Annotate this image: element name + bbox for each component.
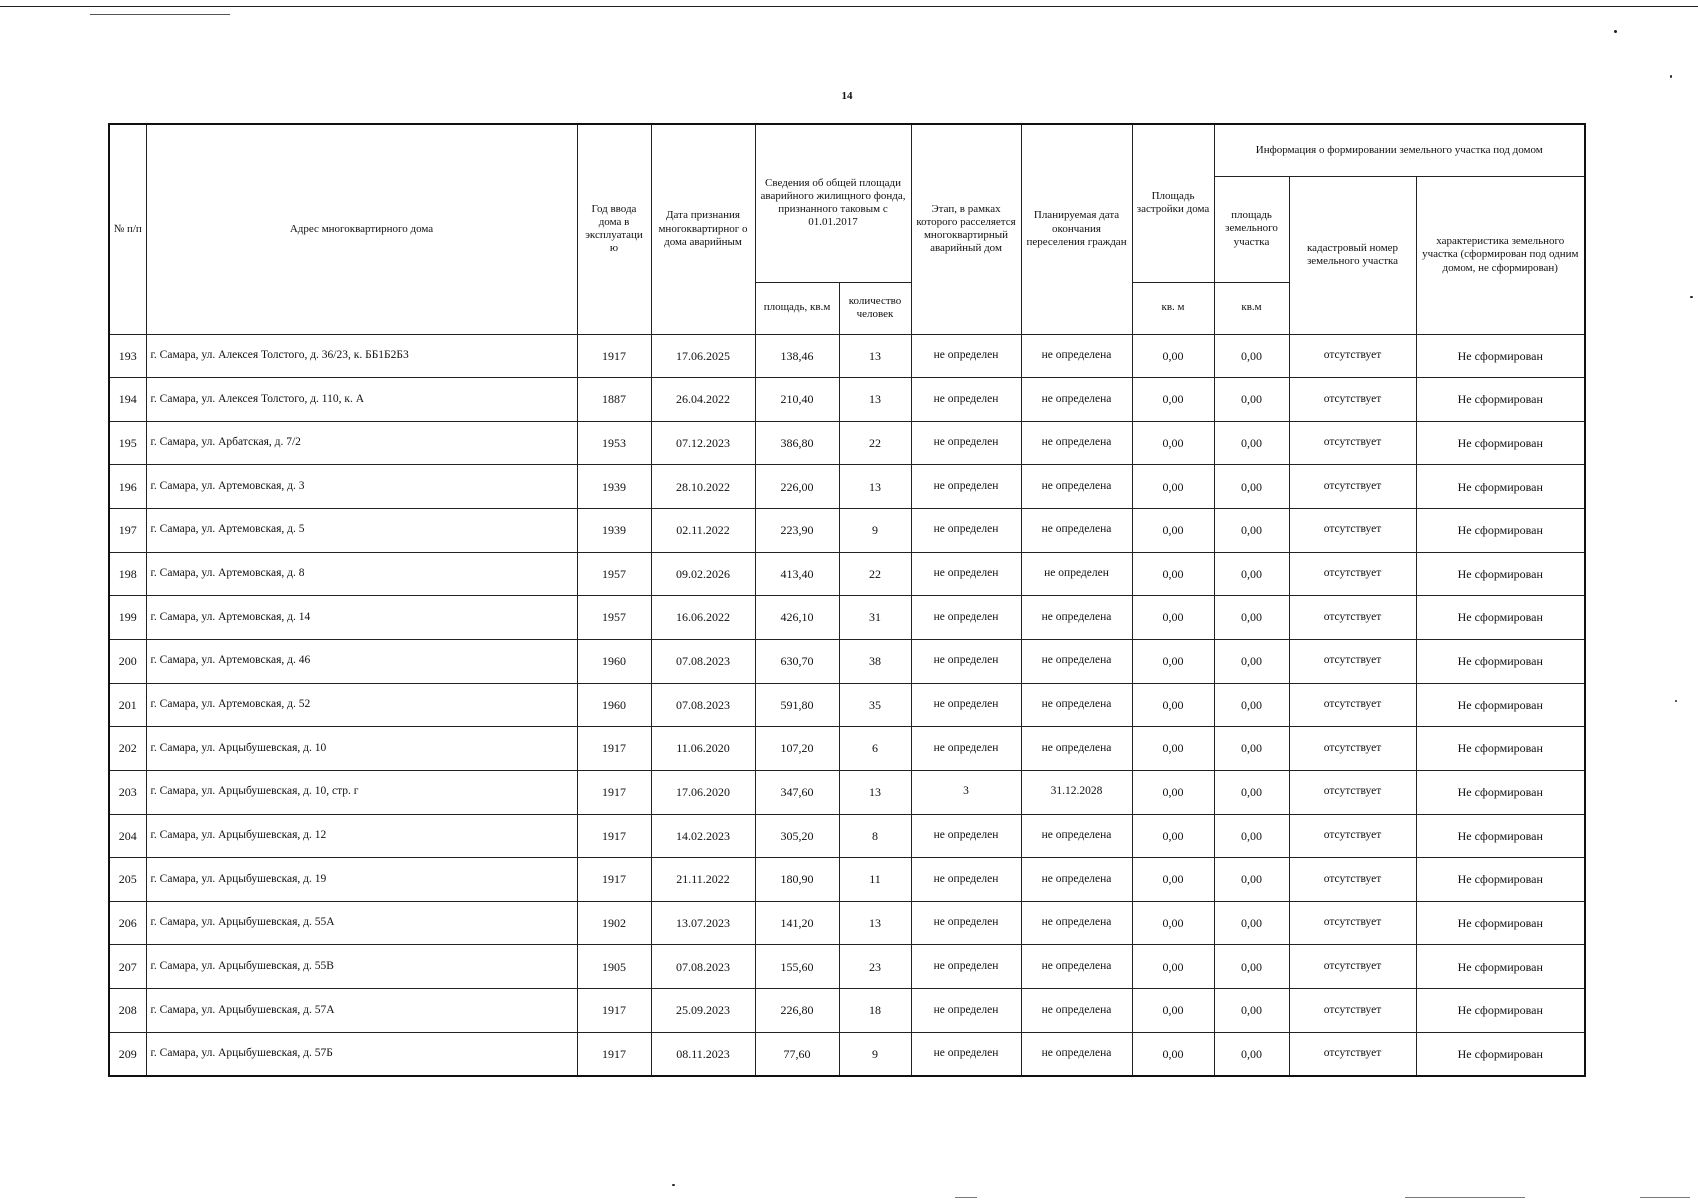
header-year: Год ввода дома в эксплуатаци ю [577, 124, 651, 334]
row-land-status: Не сформирован [1416, 727, 1585, 771]
scan-mark [955, 1197, 977, 1198]
header-stage: Этап, в рамках которого расселяется многоквартирный аварийный дом [911, 124, 1021, 334]
row-planned-date: не определена [1021, 901, 1132, 945]
scan-mark [1640, 1197, 1690, 1198]
table-row [109, 509, 1585, 553]
table-row [109, 552, 1585, 596]
row-number: 208 [109, 989, 146, 1033]
row-area: 347,60 [755, 770, 839, 814]
row-land-status: Не сформирован [1416, 421, 1585, 465]
row-built-area: 0,00 [1132, 465, 1214, 509]
row-number: 206 [109, 901, 146, 945]
table-row [109, 945, 1585, 989]
row-land-status: Не сформирован [1416, 378, 1585, 422]
row-address: г. Самара, ул. Артемовская, д. 3 [146, 465, 577, 509]
row-people: 35 [839, 683, 911, 727]
row-people: 13 [839, 334, 911, 378]
row-recognized-date: 07.08.2023 [651, 683, 755, 727]
row-recognized-date: 07.12.2023 [651, 421, 755, 465]
scan-speck [1675, 700, 1677, 702]
row-year: 1917 [577, 1032, 651, 1076]
row-land-status: Не сформирован [1416, 465, 1585, 509]
row-recognized-date: 21.11.2022 [651, 858, 755, 902]
row-stage: не определен [911, 421, 1021, 465]
row-people: 13 [839, 465, 911, 509]
header-land-area-unit: кв.м [1214, 282, 1289, 334]
row-area: 107,20 [755, 727, 839, 771]
page-number: 14 [841, 90, 853, 102]
row-people: 6 [839, 727, 911, 771]
row-address: г. Самара, ул. Арбатская, д. 7/2 [146, 421, 577, 465]
row-year: 1887 [577, 378, 651, 422]
row-number: 209 [109, 1032, 146, 1076]
header-land-area: площадь земельного участка [1214, 176, 1289, 282]
row-cadastral: отсутствует [1289, 552, 1416, 596]
row-year: 1905 [577, 945, 651, 989]
row-area: 591,80 [755, 683, 839, 727]
row-recognized-date: 25.09.2023 [651, 989, 755, 1033]
table-row [109, 334, 1585, 378]
header-address: Адрес многоквартирного дома [146, 124, 577, 334]
header-people-sub: количество человек [839, 282, 911, 334]
row-planned-date: не определена [1021, 465, 1132, 509]
row-address: г. Самара, ул. Арцыбушевская, д. 55В [146, 945, 577, 989]
scan-speck [1690, 296, 1693, 298]
row-address: г. Самара, ул. Арцыбушевская, д. 10 [146, 727, 577, 771]
row-built-area: 0,00 [1132, 858, 1214, 902]
row-area: 413,40 [755, 552, 839, 596]
top-scan-line-secondary [90, 14, 230, 15]
row-land-status: Не сформирован [1416, 1032, 1585, 1076]
row-year: 1917 [577, 858, 651, 902]
row-stage: не определен [911, 1032, 1021, 1076]
row-number: 200 [109, 639, 146, 683]
row-year: 1957 [577, 552, 651, 596]
header-area-info: Сведения об общей площади аварийного жилищного фонда, признанного таковым с 01.01.2017 [755, 124, 911, 282]
row-stage: не определен [911, 901, 1021, 945]
row-land-area: 0,00 [1214, 989, 1289, 1033]
row-planned-date: не определен [1021, 552, 1132, 596]
row-address: г. Самара, ул. Артемовская, д. 8 [146, 552, 577, 596]
row-built-area: 0,00 [1132, 378, 1214, 422]
row-people: 18 [839, 989, 911, 1033]
row-planned-date: не определена [1021, 858, 1132, 902]
scan-mark [1405, 1197, 1525, 1198]
row-year: 1960 [577, 639, 651, 683]
row-land-status: Не сформирован [1416, 639, 1585, 683]
row-number: 195 [109, 421, 146, 465]
row-address: г. Самара, ул. Артемовская, д. 52 [146, 683, 577, 727]
row-area: 223,90 [755, 509, 839, 553]
row-number: 205 [109, 858, 146, 902]
row-land-area: 0,00 [1214, 727, 1289, 771]
row-land-status: Не сформирован [1416, 509, 1585, 553]
row-address: г. Самара, ул. Алексея Толстого, д. 36/23, к. ББ1Б2Б3 [146, 334, 577, 378]
row-cadastral: отсутствует [1289, 334, 1416, 378]
row-built-area: 0,00 [1132, 1032, 1214, 1076]
row-year: 1902 [577, 901, 651, 945]
row-area: 305,20 [755, 814, 839, 858]
row-people: 22 [839, 552, 911, 596]
row-land-status: Не сформирован [1416, 552, 1585, 596]
row-cadastral: отсутствует [1289, 509, 1416, 553]
row-planned-date: не определена [1021, 945, 1132, 989]
row-area: 180,90 [755, 858, 839, 902]
row-stage: не определен [911, 552, 1021, 596]
row-built-area: 0,00 [1132, 421, 1214, 465]
row-area: 138,46 [755, 334, 839, 378]
row-recognized-date: 17.06.2020 [651, 770, 755, 814]
row-planned-date: не определена [1021, 727, 1132, 771]
row-address: г. Самара, ул. Арцыбушевская, д. 55А [146, 901, 577, 945]
row-recognized-date: 07.08.2023 [651, 945, 755, 989]
row-planned-date: 31.12.2028 [1021, 770, 1132, 814]
row-stage: не определен [911, 858, 1021, 902]
row-cadastral: отсутствует [1289, 770, 1416, 814]
row-land-status: Не сформирован [1416, 596, 1585, 640]
row-built-area: 0,00 [1132, 989, 1214, 1033]
row-cadastral: отсутствует [1289, 945, 1416, 989]
header-area-sub: площадь, кв.м [755, 282, 839, 334]
table-row [109, 727, 1585, 771]
table-header [109, 124, 1585, 334]
header-land-status: характеристика земельного участка (сформирован под одним домом, не сформирован) [1416, 176, 1585, 334]
row-address: г. Самара, ул. Арцыбушевская, д. 12 [146, 814, 577, 858]
row-address: г. Самара, ул. Алексея Толстого, д. 110, к. А [146, 378, 577, 422]
row-number: 204 [109, 814, 146, 858]
scan-speck [1614, 30, 1617, 33]
row-planned-date: не определена [1021, 596, 1132, 640]
row-built-area: 0,00 [1132, 683, 1214, 727]
row-people: 11 [839, 858, 911, 902]
row-planned-date: не определена [1021, 639, 1132, 683]
row-address: г. Самара, ул. Арцыбушевская, д. 19 [146, 858, 577, 902]
row-land-area: 0,00 [1214, 639, 1289, 683]
row-number: 203 [109, 770, 146, 814]
table-body [109, 334, 1585, 1076]
row-address: г. Самара, ул. Артемовская, д. 46 [146, 639, 577, 683]
row-number: 196 [109, 465, 146, 509]
row-stage: 3 [911, 770, 1021, 814]
row-number: 202 [109, 727, 146, 771]
row-address: г. Самара, ул. Арцыбушевская, д. 10, стр. г [146, 770, 577, 814]
row-land-area: 0,00 [1214, 770, 1289, 814]
row-stage: не определен [911, 465, 1021, 509]
header-planned-date: Планируемая дата окончания переселения граждан [1021, 124, 1132, 334]
row-cadastral: отсутствует [1289, 639, 1416, 683]
row-land-area: 0,00 [1214, 334, 1289, 378]
row-land-area: 0,00 [1214, 378, 1289, 422]
row-built-area: 0,00 [1132, 334, 1214, 378]
row-cadastral: отсутствует [1289, 378, 1416, 422]
row-built-area: 0,00 [1132, 770, 1214, 814]
row-cadastral: отсутствует [1289, 901, 1416, 945]
row-land-area: 0,00 [1214, 552, 1289, 596]
row-cadastral: отсутствует [1289, 421, 1416, 465]
table-row [109, 1032, 1585, 1076]
row-area: 630,70 [755, 639, 839, 683]
row-planned-date: не определена [1021, 683, 1132, 727]
row-built-area: 0,00 [1132, 814, 1214, 858]
row-planned-date: не определена [1021, 989, 1132, 1033]
row-area: 77,60 [755, 1032, 839, 1076]
row-year: 1917 [577, 814, 651, 858]
row-number: 207 [109, 945, 146, 989]
header-number: № п/п [109, 124, 146, 334]
row-year: 1939 [577, 509, 651, 553]
row-stage: не определен [911, 596, 1021, 640]
row-area: 426,10 [755, 596, 839, 640]
top-scan-line [0, 6, 1698, 7]
row-recognized-date: 17.06.2025 [651, 334, 755, 378]
row-number: 194 [109, 378, 146, 422]
table-row [109, 596, 1585, 640]
emergency-housing-table [108, 123, 1586, 1077]
table-row [109, 465, 1585, 509]
row-recognized-date: 11.06.2020 [651, 727, 755, 771]
row-stage: не определен [911, 639, 1021, 683]
row-cadastral: отсутствует [1289, 858, 1416, 902]
row-stage: не определен [911, 509, 1021, 553]
row-cadastral: отсутствует [1289, 465, 1416, 509]
row-planned-date: не определена [1021, 421, 1132, 465]
row-planned-date: не определена [1021, 814, 1132, 858]
row-land-area: 0,00 [1214, 421, 1289, 465]
row-cadastral: отсутствует [1289, 683, 1416, 727]
row-year: 1953 [577, 421, 651, 465]
header-recognized-date: Дата признания многоквартирног о дома аварийным [651, 124, 755, 334]
row-recognized-date: 16.06.2022 [651, 596, 755, 640]
row-stage: не определен [911, 683, 1021, 727]
row-year: 1917 [577, 727, 651, 771]
row-number: 201 [109, 683, 146, 727]
row-land-area: 0,00 [1214, 945, 1289, 989]
table-row [109, 421, 1585, 465]
row-land-area: 0,00 [1214, 814, 1289, 858]
row-stage: не определен [911, 989, 1021, 1033]
row-people: 8 [839, 814, 911, 858]
row-cadastral: отсутствует [1289, 814, 1416, 858]
row-address: г. Самара, ул. Артемовская, д. 5 [146, 509, 577, 553]
row-planned-date: не определена [1021, 334, 1132, 378]
row-land-status: Не сформирован [1416, 858, 1585, 902]
table-row [109, 814, 1585, 858]
row-number: 193 [109, 334, 146, 378]
row-recognized-date: 07.08.2023 [651, 639, 755, 683]
row-people: 13 [839, 901, 911, 945]
row-land-status: Не сформирован [1416, 901, 1585, 945]
row-built-area: 0,00 [1132, 509, 1214, 553]
table-row [109, 639, 1585, 683]
row-people: 23 [839, 945, 911, 989]
row-recognized-date: 09.02.2026 [651, 552, 755, 596]
row-people: 13 [839, 378, 911, 422]
row-land-area: 0,00 [1214, 596, 1289, 640]
header-land-info: Информация о формировании земельного участка под домом [1214, 124, 1585, 176]
row-recognized-date: 08.11.2023 [651, 1032, 755, 1076]
row-cadastral: отсутствует [1289, 989, 1416, 1033]
scan-speck [672, 1184, 675, 1186]
scan-speck [1670, 75, 1672, 78]
row-stage: не определен [911, 378, 1021, 422]
row-area: 386,80 [755, 421, 839, 465]
table-row [109, 989, 1585, 1033]
row-stage: не определен [911, 814, 1021, 858]
row-year: 1939 [577, 465, 651, 509]
row-planned-date: не определена [1021, 509, 1132, 553]
row-number: 197 [109, 509, 146, 553]
row-address: г. Самара, ул. Арцыбушевская, д. 57А [146, 989, 577, 1033]
row-people: 9 [839, 509, 911, 553]
row-built-area: 0,00 [1132, 727, 1214, 771]
row-planned-date: не определена [1021, 1032, 1132, 1076]
row-built-area: 0,00 [1132, 901, 1214, 945]
row-built-area: 0,00 [1132, 639, 1214, 683]
table-row [109, 858, 1585, 902]
row-land-status: Не сформирован [1416, 683, 1585, 727]
row-area: 226,00 [755, 465, 839, 509]
row-built-area: 0,00 [1132, 552, 1214, 596]
row-year: 1957 [577, 596, 651, 640]
row-land-status: Не сформирован [1416, 334, 1585, 378]
row-land-status: Не сформирован [1416, 945, 1585, 989]
row-area: 155,60 [755, 945, 839, 989]
row-people: 13 [839, 770, 911, 814]
row-cadastral: отсутствует [1289, 727, 1416, 771]
row-land-status: Не сформирован [1416, 770, 1585, 814]
row-people: 31 [839, 596, 911, 640]
row-land-area: 0,00 [1214, 509, 1289, 553]
row-recognized-date: 14.02.2023 [651, 814, 755, 858]
row-year: 1917 [577, 770, 651, 814]
row-people: 38 [839, 639, 911, 683]
row-recognized-date: 26.04.2022 [651, 378, 755, 422]
row-recognized-date: 02.11.2022 [651, 509, 755, 553]
row-year: 1960 [577, 683, 651, 727]
row-people: 9 [839, 1032, 911, 1076]
row-land-status: Не сформирован [1416, 989, 1585, 1033]
row-year: 1917 [577, 989, 651, 1033]
row-land-area: 0,00 [1214, 858, 1289, 902]
row-cadastral: отсутствует [1289, 1032, 1416, 1076]
row-area: 226,80 [755, 989, 839, 1033]
row-land-status: Не сформирован [1416, 814, 1585, 858]
row-stage: не определен [911, 945, 1021, 989]
row-cadastral: отсутствует [1289, 596, 1416, 640]
row-recognized-date: 13.07.2023 [651, 901, 755, 945]
row-stage: не определен [911, 727, 1021, 771]
row-land-area: 0,00 [1214, 901, 1289, 945]
header-cadastral: кадастровый номер земельного участка [1289, 176, 1416, 334]
row-land-area: 0,00 [1214, 465, 1289, 509]
row-people: 22 [839, 421, 911, 465]
header-built-area: Площадь застройки дома [1132, 124, 1214, 282]
row-stage: не определен [911, 334, 1021, 378]
table-row [109, 683, 1585, 727]
row-area: 210,40 [755, 378, 839, 422]
row-area: 141,20 [755, 901, 839, 945]
row-year: 1917 [577, 334, 651, 378]
table-row [109, 901, 1585, 945]
table-row [109, 378, 1585, 422]
row-recognized-date: 28.10.2022 [651, 465, 755, 509]
row-land-area: 0,00 [1214, 1032, 1289, 1076]
row-number: 198 [109, 552, 146, 596]
row-built-area: 0,00 [1132, 945, 1214, 989]
header-built-area-unit: кв. м [1132, 282, 1214, 334]
row-land-area: 0,00 [1214, 683, 1289, 727]
row-built-area: 0,00 [1132, 596, 1214, 640]
table-row [109, 770, 1585, 814]
row-number: 199 [109, 596, 146, 640]
row-address: г. Самара, ул. Арцыбушевская, д. 57Б [146, 1032, 577, 1076]
row-planned-date: не определена [1021, 378, 1132, 422]
row-address: г. Самара, ул. Артемовская, д. 14 [146, 596, 577, 640]
